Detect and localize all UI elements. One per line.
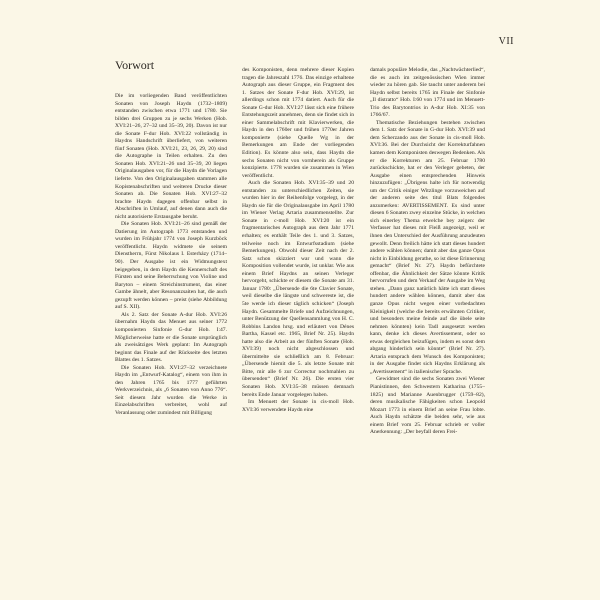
paragraph: des Komponisten, denn mehrere dieser Kopien tragen die Jahreszahl 1776. Das einzige erhaltene Autograph aus dieser Gruppe, ein Fragment des 1. Satzes der Sonate F-dur Hob. XVI:29, ist allerdings schon mit 1774 datiert. Auch für die Sonate G-dur Hob. XVI:27 lässt sich eine frühere Entstehungszeit annehmen, denn sie findet sich in einer Sammelabschrift mit Klavierwerken, die Haydn in den 1760er und frühen 1770er Jahren komponierte (siehe Quelle Wg in der Bemerkungen am Ende der vorliegenden Edition). Es könnte also sein, dass Haydn die sechs Sonaten nicht von vornherein als Gruppe konzipierte. 1778 wurden sie zusammen in Wien veröffentlicht. — [242, 67, 354, 179]
paragraph: Die Sonaten Hob. XVI:21–26 sind gemäß der Datierung im Autograph 1773 entstanden und wurden im Frühjahr 1774 von Joseph Kurzböck veröffentlicht. Haydn widmete sie seinem Dienstherrn, Fürst Nikolaus I. Esterházy (1714–90). Der Ausgabe ist ein Widmungstext beigegeben, in dem Haydn die Kennerschaft des Fürsten und seine Beherrschung von Violine und Baryton – einem Streichinstrument, das einer Gambe ähnelt, aber Resonanzsaiten hat, die auch gezupft werden können – preist (siehe Abbildung auf S. XII). — [115, 221, 227, 311]
page-number: VII — [498, 36, 514, 47]
paragraph: Die Sonaten Hob. XVI:27–32 verzeichnete Haydn im „Entwurf-Katalog“, einem von ihm in den Jahren 1765 bis 1777 geführten Werkverzeichnis, als „6 Sonaten von Anno 776“. Seit diesem Jahr wurden die Werke in Einzelabschriften verbreitet, wohl auf Veranlassung oder zumindest mit Billigung — [115, 364, 227, 416]
paragraph: Auch die Sonaten Hob. XVI:35–39 und 20 entstanden zu unterschiedlichen Zeiten, sie wurden hier in der Reihenfolge vorgelegt, in der Haydn sie für die Originalausgabe im April 1780 im Wiener Verlag Artaria zusammenstellte. Zur Sonate in c-moll Hob. XVI:20 ist ein fragmentarisches Autograph aus dem Jahr 1771 erhalten; es enthält Teile des 1. und 3. Satzes, teilweise noch im Entwurfsstadium (siehe Bemerkungen). Obwohl dieser Zeit nach der 2. Satz schon skizziert war und wann die Komposition vollendet wurde, ist unklar. Wie aus einem Brief Haydns an seinen Verleger hervorgeht, schickte er diesem die Sonate am 31. Januar 1780: „Übersende die 6te Clavier Sonate, weil dieselbe die längste und schwereste ist, die 5te werde ich dieser täglich schicken“ (Joseph Haydn. Gesammelte Briefe und Aufzeichnungen, unter Benützung der Quellensammlung von H. C. Robbins Landon hrsg. und erläutert von Dénes Bartha, Kassel etc. 1965, Brief Nr. 25). Haydn hatte also die Arbeit an der fünften Sonate (Hob. XVI:39) noch nicht abgeschlossen und übermittelte sie schließlich am 8. Februar: „Übersende hiemit die 5. als letzte Sonate mit Bitte, mir alle 6 zur Correctur nochmahlen zu übersenden“ (Brief Nr. 26). Die ersten vier Sonaten Hob. XVI:35–38 müssen demnach bereits Ende Januar vorgelegen haben. — [242, 180, 354, 398]
text-column-3 — [370, 67, 485, 547]
paragraph: damals populäre Melodie, das „Nachtwächterlied“, die es auch im zeitgenössischen Wien immer wieder zu hören gab. Sie taucht unter anderem bei Haydn selbst bereits 1765 im Finale der Sinfonie „Il distratto“ Hob. I:60 von 1774 und im Menuett-Trio des Barytontrios in A-dur Hob. XI:35 von 1766/67. — [370, 67, 485, 119]
page-title: Vorwort — [115, 58, 155, 72]
paragraph: Gewidmet sind die sechs Sonaten zwei Wiener Pianistinnen, den Schwestern Katharina (1755–1825) und Marianne Auenbrugger (1759–82), deren musikalische Fähigkeiten schon Leopold Mozart 1773 in einem Brief an seine Frau lobte. Auch Haydn schätzte die beiden sehr, wie aus einem Brief vom 25. Februar schrieb er voller Anerkennung: „Der beyfall deren Frei- — [370, 376, 485, 436]
text-column-2 — [242, 67, 354, 491]
paragraph: Im Menuett der Sonate in cis-moll Hob. XVI:36 verwendete Haydn eine — [242, 399, 354, 413]
paragraph: Die im vorliegenden Band veröffentlichten Sonaten von Joseph Haydn (1732–1809) entstanden zwischen etwa 1771 und 1780. Sie bilden drei Gruppen zu je sechs Werken (Hob. XVI:21–26, 27–32 und 35–39, 20). Davon ist nur die Sonate F-dur Hob. XVI:22 vollständig in Haydns Handschrift überliefert, von weiteren fünf Sonaten (Hob. XVI:21, 23, 26, 29, 20) sind die Autographe in Teilen erhalten. Zu den Sonaten Hob. XVI:21–26 und 35–39, 20 liegen Originalausgaben vor, für die Haydn die Vorlagen lieferte. Von den Originalausgaben stammen alle Kopistenabschriften und weiteren Drucke dieser Sonaten ab. Die Sonaten Hob. XVI:27–32 brachte Haydn dagegen offenbar selbst in Abschriften in Umlauf, auf denen dann auch die nicht autorisierte Erstausgabe beruht. — [115, 93, 227, 220]
paragraph: Thematische Beziehungen bestehen zwischen dem 1. Satz der Sonate in G-dur Hob. XVI:39 und dem Scherzando aus der Sonate in cis-moll Hob. XVI:36. Bei der Durchsicht der Korrekturfahnen kamen dem Komponisten deswegen Bedenken. Als er die Korrekturen am 25. Februar 1780 zurückschickte, hat er den Verleger gebeten, der Ausgabe einen entsprechenden Hinweis hinzuzufügen: „Übrigens halte ich für notwendig um der Critik einiger Witzlinge vorzuweichen auf der anderen seite des titul Blats folgendes anzumerken: AVERTISSEMENT. Es sind unter diesen 6 Sonaten zwey einzelne Stücke, in welchen sich einerley Thema etwelche bey zeigen: der Verfasser hat dieses mit Fleiß angezeigt, weil er ihnen den Unterschied der Ausführung anzudeuten gewollt. Denn freilich hätte ich statt dieses hundert andere wählen können; damit aber das ganze Opus nicht in Einbildung gerathe, so ist diese Erinnerung gemacht“ (Brief Nr. 27). Haydn befürchtete offenbar, die Ähnlichkeit der Sätze könnte Kritik hervorrufen und dem Verkauf der Ausgabe im Weg stehen. „Dann ganz natürlich hätte ich statt dieses hundert andere wählen können, damit aber das ganze Opus nicht wegen einer vorbedachten Kleinigkeit (welche die bereits erwähnten Critiker, und besonders meine feinde auf die übele seite nehmen könnten) kein Tadl ausgesetzt werden kann, denke ich dieses Avertissement, oder so etwas dergleichen beizufügen, indem es sonst dem abgang hinderlich sein könnte“ (Brief Nr. 27). Artaria entsprach dem Wunsch des Komponisten; in der Ausgabe findet sich Haydns Erklärung als „Avertissement“ in italienischer Sprache. — [370, 119, 485, 375]
text-column-1 — [115, 93, 227, 529]
paragraph: Als 2. Satz der Sonate A-dur Hob. XVI:26 übernahm Haydn das Menuet aus seiner 1772 komponierten Sinfonie G-dur Hob. I:47. Möglicherweise hatte er die Sonate ursprünglich als zweisätziges Werk geplant: Im Autograph beginnt das Finale auf der Rückseite des letzten Blattes des 1. Satzes. — [115, 311, 227, 364]
